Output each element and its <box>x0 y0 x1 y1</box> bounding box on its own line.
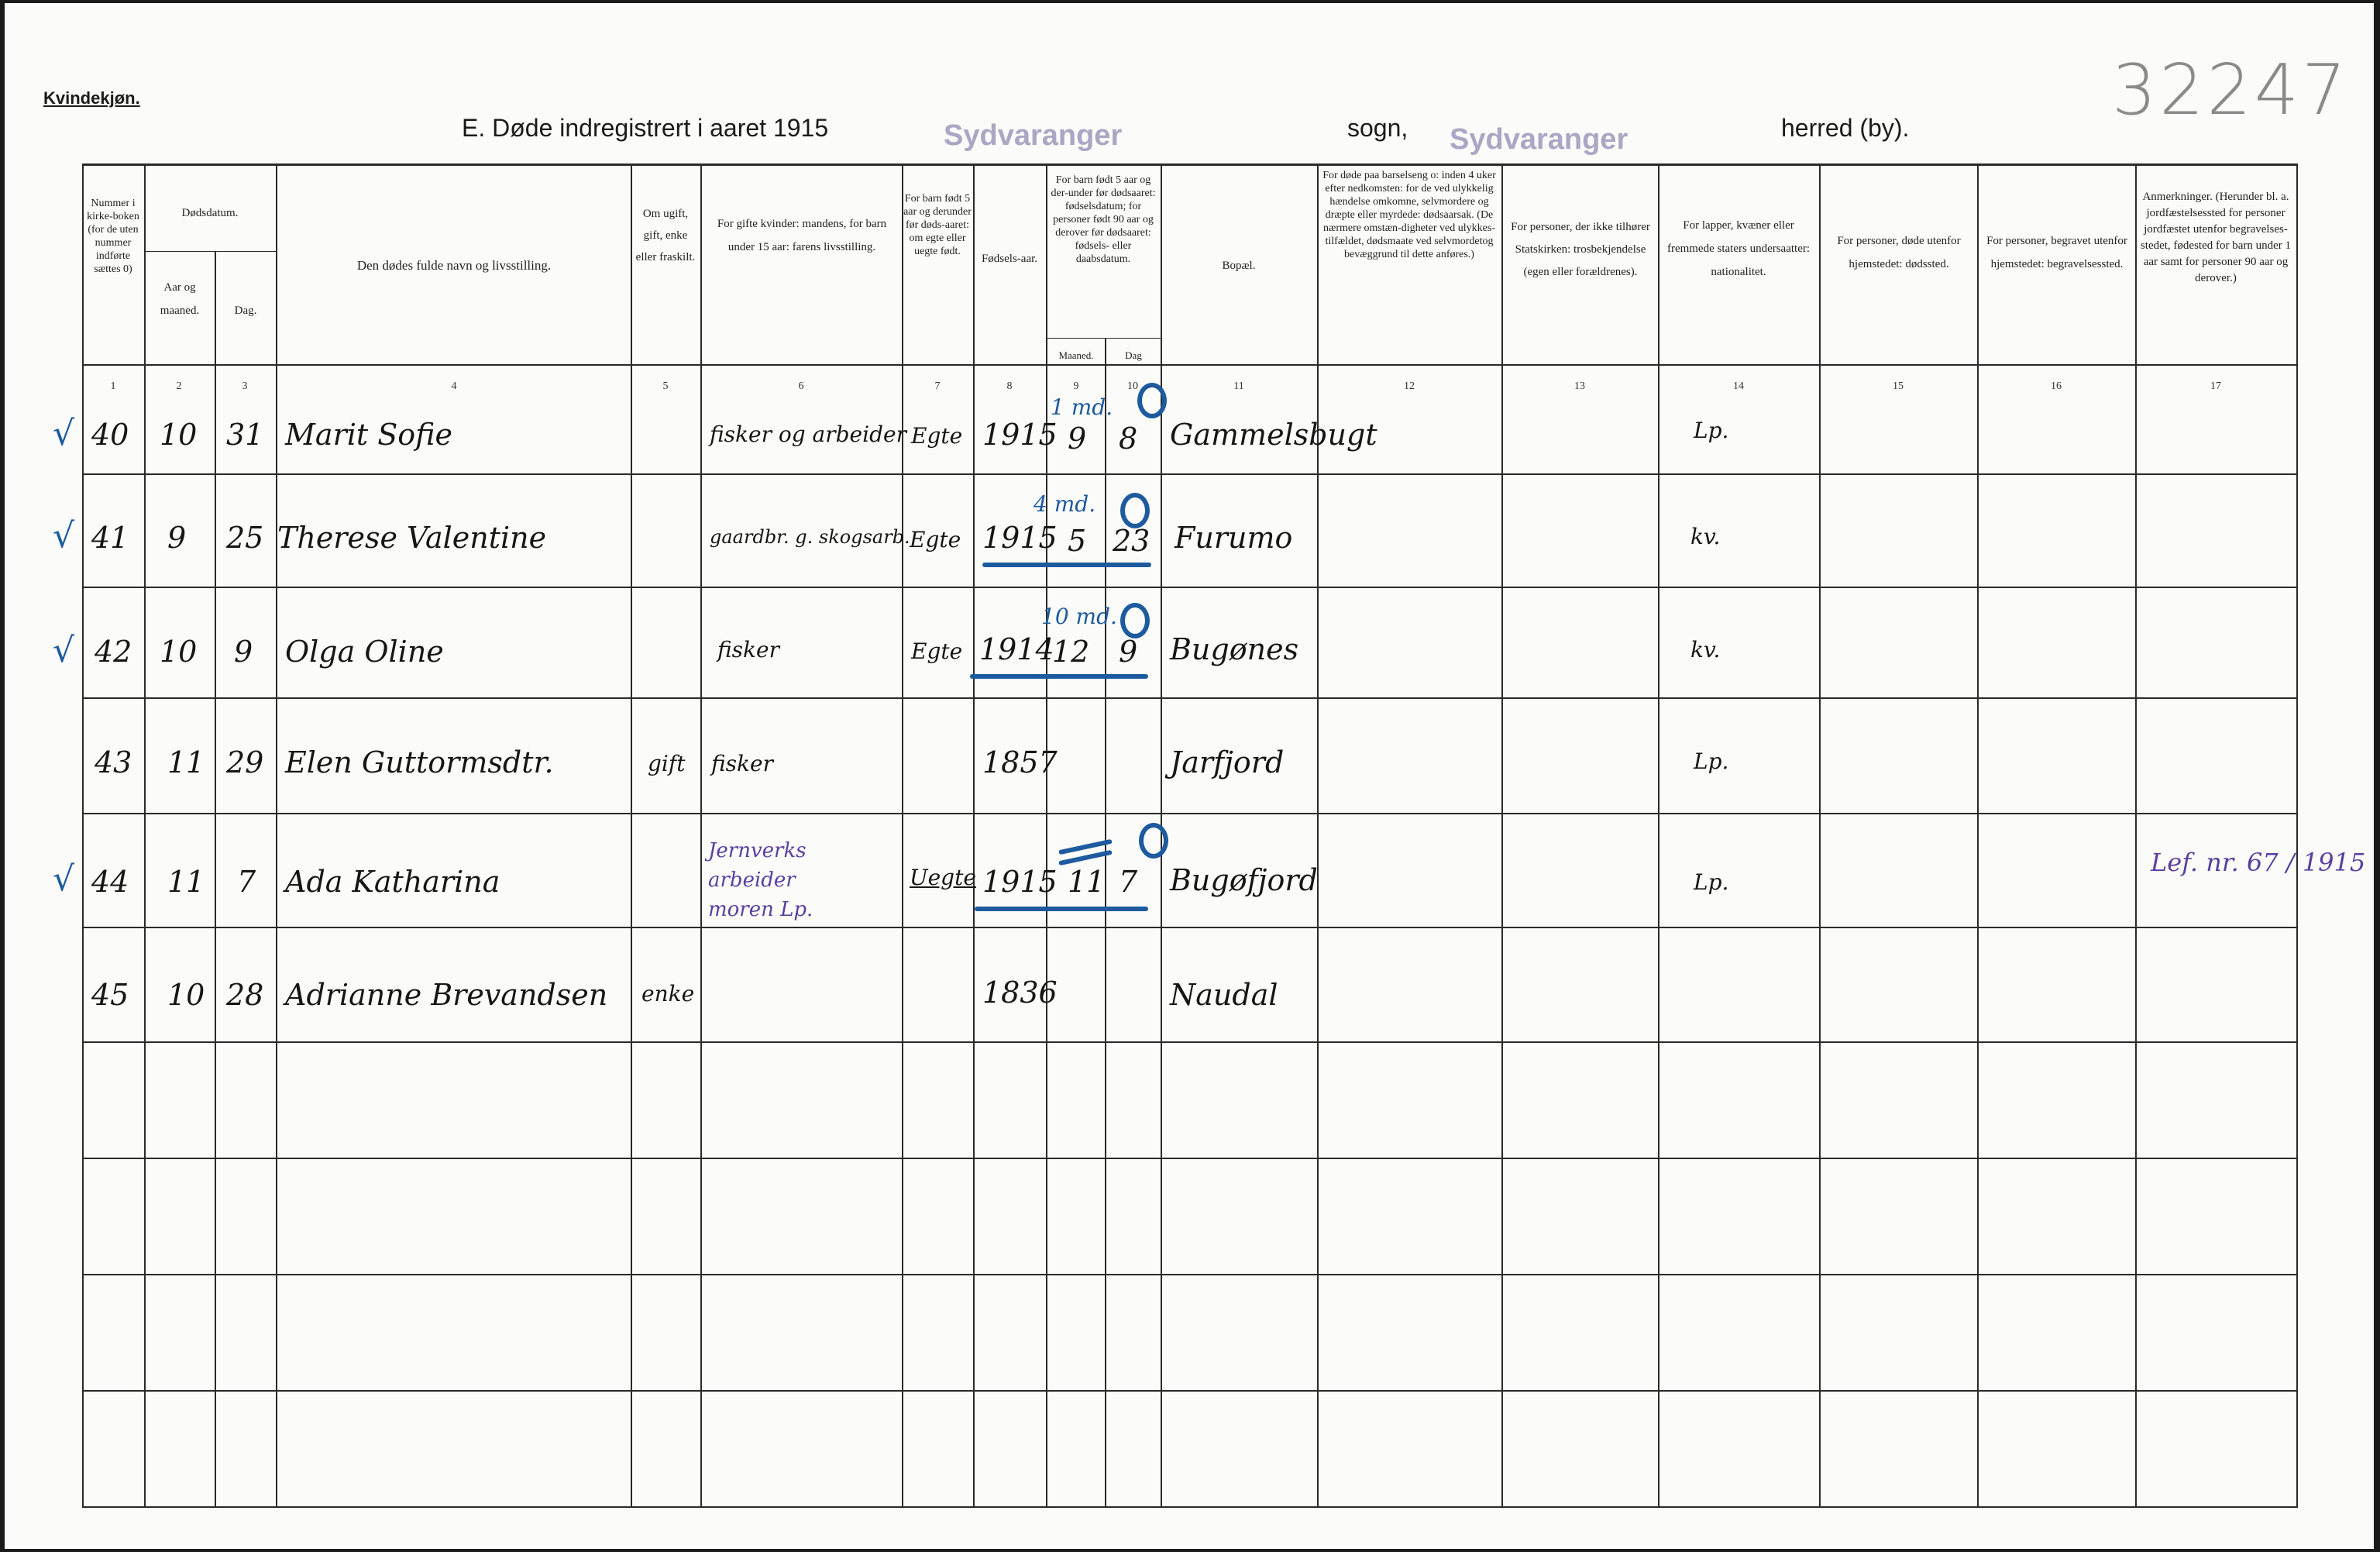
col-header-8: Fødsels-aar. <box>981 253 1038 265</box>
col-header-16: For personer, begravet utenfor hjemstedet: begravelsessted. <box>1986 235 2127 270</box>
birth-day: 8 <box>1119 422 1138 456</box>
birth-day: 23 <box>1113 524 1150 558</box>
col-header-3: Dag. <box>234 305 257 317</box>
birth-month: 11 <box>1068 865 1106 899</box>
father-occupation: fisker og arbeider <box>710 422 906 447</box>
deceased-name: Ada Katharina <box>285 865 500 899</box>
death-month: 11 <box>167 865 205 899</box>
residence: Bugøfjord <box>1170 863 1318 897</box>
col-header-4: Den dødes fulde navn og livsstilling. <box>356 258 552 273</box>
circle-mark <box>1120 603 1150 638</box>
age-note: 4 md. <box>1034 491 1096 517</box>
col-header-7: For barn født 5 aar og derunder før døds-aaret: om egte eller uegte født. <box>903 193 972 257</box>
page-title: E. Døde indregistrert i aaret 1915 <box>462 114 829 142</box>
col-num-4: 4 <box>451 380 457 392</box>
herred-stamp: Sydvaranger <box>1450 123 1629 156</box>
death-month: 9 <box>167 521 187 555</box>
underline-mark <box>970 674 1148 679</box>
col-num-1: 1 <box>110 380 116 392</box>
underline-mark <box>975 907 1148 911</box>
col-header-10: Dag <box>1125 349 1142 361</box>
nationality: Lp. <box>1694 869 1729 895</box>
col-num-11: 11 <box>1233 380 1244 392</box>
archive-number: 32247 <box>2112 50 2350 131</box>
birth-day: 7 <box>1119 865 1138 899</box>
entry-number: 44 <box>91 865 129 899</box>
check-mark: √ <box>53 414 75 453</box>
col-header-2: Aar og maaned. <box>160 281 200 317</box>
nationality: kv. <box>1690 637 1721 662</box>
residence: Bugønes <box>1170 632 1299 666</box>
circle-mark <box>1137 383 1167 418</box>
death-day: 29 <box>226 745 264 779</box>
entry-number: 45 <box>91 978 129 1012</box>
gender-label: Kvindekjøn. <box>43 88 140 108</box>
parish-stamp: Sydvaranger <box>944 119 1123 152</box>
residence: Naudal <box>1170 978 1278 1012</box>
birth-year: 1915 <box>982 865 1058 899</box>
col-num-3: 3 <box>242 380 248 392</box>
col-num-5: 5 <box>662 380 669 392</box>
father-occupation: Jernverks arbeider moren Lp. <box>708 839 813 921</box>
birth-day: 9 <box>1119 635 1138 669</box>
col-num-15: 15 <box>1893 380 1904 392</box>
col-header-5: Om ugift, gift, enke eller fraskilt. <box>635 208 696 263</box>
herred-label: herred (by). <box>1781 114 1910 142</box>
death-day: 25 <box>226 521 264 555</box>
deceased-name: Adrianne Brevandsen <box>285 978 608 1012</box>
sogn-label: sogn, <box>1347 114 1408 142</box>
legitimacy: Egte <box>910 527 961 552</box>
age-note: 10 md. <box>1041 604 1117 629</box>
col-header-13: For personer, der ikke tilhører Statskirken: trosbekjendelse (egen eller forældrenes). <box>1511 221 1650 278</box>
birth-month: 12 <box>1052 635 1090 669</box>
col-header-birth-date: For barn født 5 aar og der-under før dødsaaret: fødselsdatum; for personer født 90 aar og derover før dødsaaret: fødsels- eller daabsdatum. <box>1051 174 1156 265</box>
legitimacy: Uegte <box>910 865 976 890</box>
col-header-9: Maaned. <box>1058 349 1094 361</box>
father-occupation: fisker <box>711 751 773 776</box>
col-header-17: Anmerkninger. (Herunder bl. a. jordfæstelsessted for personer jordfæstet utenfor begravelses-stedet, fødested for barn under 1 aar samt for personer 90 aar og derover.) <box>2140 191 2292 284</box>
death-month: 11 <box>167 745 205 779</box>
col-num-14: 14 <box>1733 380 1744 392</box>
deceased-name: Olga Oline <box>285 635 444 669</box>
birth-year: 1915 <box>982 521 1058 555</box>
nationality: Lp. <box>1694 418 1729 443</box>
circle-mark <box>1139 823 1168 859</box>
nationality: kv. <box>1690 524 1721 549</box>
legitimacy: Egte <box>911 423 963 449</box>
entry-number: 41 <box>91 521 129 555</box>
civil-status: enke <box>641 981 695 1007</box>
entry-number: 40 <box>91 418 129 452</box>
age-note: 1 md. <box>1051 394 1113 420</box>
col-num-6: 6 <box>798 380 804 392</box>
register-page <box>5 3 2374 1549</box>
residence: Furumo <box>1175 521 1293 555</box>
death-day: 31 <box>226 418 264 452</box>
col-num-9: 9 <box>1073 380 1079 392</box>
col-num-7: 7 <box>934 380 941 392</box>
legitimacy: Egte <box>911 638 963 664</box>
col-header-death-date: Dødsdatum. <box>181 207 239 219</box>
death-month: 10 <box>160 418 198 452</box>
underline-mark <box>982 563 1151 567</box>
birth-year: 1915 <box>982 418 1058 452</box>
nationality: Lp. <box>1694 748 1729 774</box>
death-day: 28 <box>226 978 264 1012</box>
remark: Lef. nr. 67 / 1915 <box>2151 848 2366 877</box>
father-occupation: gaardbr. g. skogsarb. <box>710 526 910 548</box>
entry-number: 42 <box>95 635 132 669</box>
residence: Jarfjord <box>1170 745 1285 779</box>
col-num-10: 10 <box>1127 380 1138 392</box>
birth-year: 1836 <box>982 976 1058 1010</box>
birth-year: 1857 <box>982 745 1058 779</box>
col-header-6: For gifte kvinder: mandens, for barn under 15 aar: farens livsstilling. <box>717 218 887 253</box>
deceased-name: Therese Valentine <box>277 521 547 555</box>
death-month: 10 <box>160 635 198 669</box>
col-header-15: For personer, døde utenfor hjemstedet: dødssted. <box>1837 235 1961 270</box>
col-num-12: 12 <box>1404 380 1415 392</box>
col-num-17: 17 <box>2210 380 2221 392</box>
col-header-11: Bopæl. <box>1222 260 1256 272</box>
entry-number: 43 <box>95 745 132 779</box>
check-mark: √ <box>53 859 75 899</box>
deceased-name: Marit Sofie <box>285 418 452 452</box>
father-occupation: fisker <box>717 637 779 662</box>
check-mark: √ <box>53 631 75 670</box>
col-num-2: 2 <box>176 380 182 392</box>
death-month: 10 <box>167 978 205 1012</box>
residence: Gammelsbugt <box>1170 418 1377 452</box>
civil-status: gift <box>648 751 686 776</box>
birth-month: 9 <box>1068 422 1087 456</box>
birth-month: 5 <box>1068 524 1087 558</box>
col-num-16: 16 <box>2051 380 2062 392</box>
col-num-8: 8 <box>1006 380 1013 392</box>
col-num-13: 13 <box>1574 380 1585 392</box>
col-header-1: Nummer i kirke-boken (for de uten nummer indførte sættes 0) <box>87 198 139 275</box>
birth-year: 1914 <box>979 632 1054 666</box>
circle-mark <box>1120 493 1150 528</box>
check-mark: √ <box>53 516 75 556</box>
death-day: 7 <box>237 865 256 899</box>
col-header-12: For døde paa barselseng o: inden 4 uker efter nedkomsten: for de ved ulykkelig hændelse omkomne, selvmordere og dræpte eller myrdede: dødsaarsak. (De nærmere omstæn-digheter ved ulykkes-tilfældet, dødsmaate ved selvmordetog bevæggrund til dette anføres.) <box>1322 170 1496 260</box>
death-day: 9 <box>234 635 253 669</box>
deceased-name: Elen Guttormsdtr. <box>285 745 554 779</box>
col-header-14: For lapper, kvæner eller fremmede staters undersaatter: nationalitet. <box>1666 219 1811 278</box>
